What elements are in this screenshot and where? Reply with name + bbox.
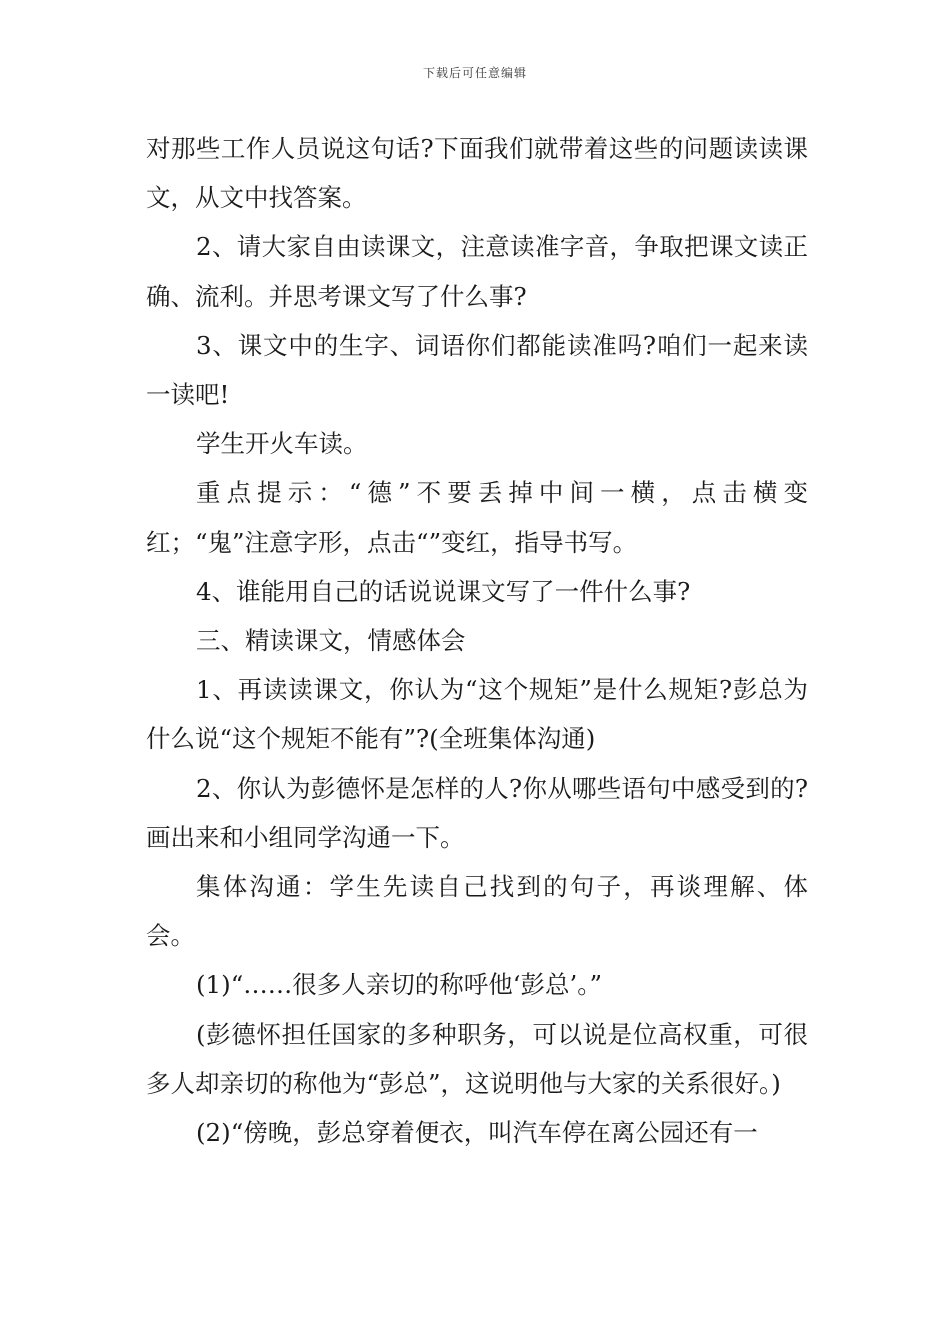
paragraph-12: (彭德怀担任国家的多种职务，可以说是位高权重，可很多人却亲切的称他为“彭总”，这说明他与大家的关系很好。) bbox=[146, 1019, 808, 1098]
page-header: 下载后可任意编辑 bbox=[422, 66, 527, 80]
document-body bbox=[146, 124, 808, 1157]
paragraph-9: 2、你认为彭德怀是怎样的人?你从哪些语句中感受到的?画出来和小组同学沟通一下。 bbox=[146, 773, 808, 852]
paragraph-4: 学生开火车读。 bbox=[196, 429, 368, 459]
paragraph-10: 集体沟通：学生先读自己找到的句子，再谈理解、体会。 bbox=[146, 872, 808, 951]
section-heading: 三、精读课文，情感体会 bbox=[196, 626, 466, 656]
paragraph-8: 1、再读读课文，你认为“这个规矩”是什么规矩?彭总为什么说“这个规矩不能有”?(全班集体沟通) bbox=[146, 675, 808, 754]
paragraph-6: 4、谁能用自己的话说说课文写了一件什么事? bbox=[196, 576, 691, 606]
paragraph-3: 3、课文中的生字、词语你们都能读准吗?咱们一起来读一读吧! bbox=[146, 330, 808, 410]
paragraph-11: (1)“……很多人亲切的称呼他‘彭总’。” bbox=[196, 970, 603, 1000]
paragraph-2: 2、请大家自由读课文，注意读准字音，争取把课文读正确、流利。并思考课文写了什么事? bbox=[146, 232, 808, 311]
paragraph-1: 对那些工作人员说这句话?下面我们就带着这些的问题读读课文，从文中找答案。 bbox=[146, 134, 808, 213]
paragraph-5: 重点提示：“德”不要丢掉中间一横，点击横变红；“鬼”注意字形，点击“”变红，指导书写。 bbox=[146, 478, 808, 557]
paragraph-13: (2)“傍晚，彭总穿着便衣，叫汽车停在离公园还有一 bbox=[196, 1118, 758, 1148]
